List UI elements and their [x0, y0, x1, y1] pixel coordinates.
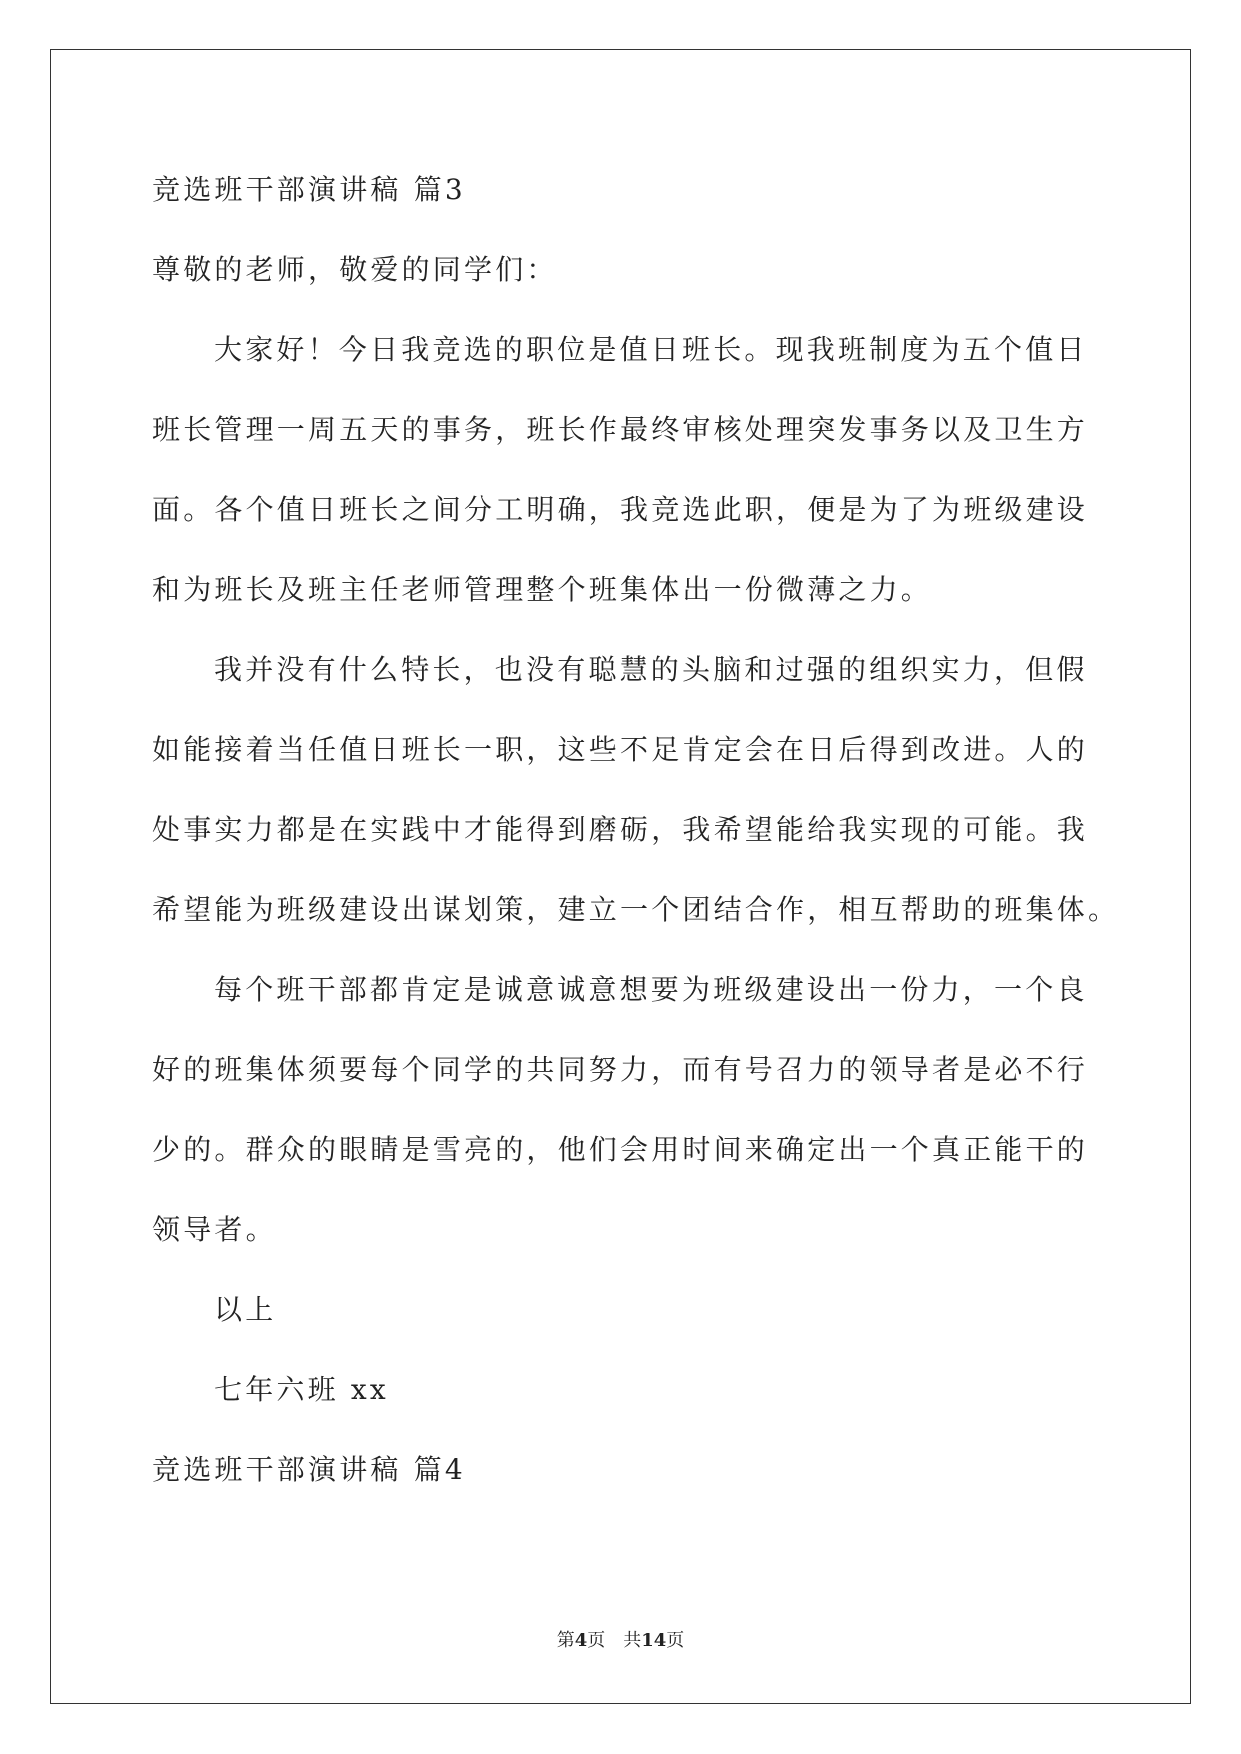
paragraph-line: 面。各个值日班长之间分工明确，我竞选此职，便是为了为班级建设	[152, 493, 1089, 526]
paragraph-line: 班长管理一周五天的事务，班长作最终审核处理突发事务以及卫生方	[152, 413, 1089, 446]
paragraph-line: 少的。群众的眼睛是雪亮的，他们会用时间来确定出一个真正能干的	[152, 1133, 1089, 1166]
footer-total-pages: 14	[641, 1630, 667, 1651]
signature-line: 七年六班 xx	[214, 1373, 389, 1406]
salutation: 尊敬的老师，敬爱的同学们：	[152, 253, 558, 286]
section-heading-3: 竞选班干部演讲稿 篇3	[152, 173, 466, 206]
closing-line: 以上	[214, 1293, 277, 1326]
section-heading-4: 竞选班干部演讲稿 篇4	[152, 1453, 466, 1486]
footer-page-suffix: 页	[587, 1630, 606, 1651]
paragraph-line: 好的班集体须要每个同学的共同努力，而有号召力的领导者是必不行	[152, 1053, 1089, 1086]
paragraph-line: 我并没有什么特长，也没有聪慧的头脑和过强的组织实力，但假	[214, 653, 1088, 686]
paragraph-line: 领导者。	[152, 1213, 277, 1246]
paragraph-line: 如能接着当任值日班长一职，这些不足肯定会在日后得到改进。人的	[152, 733, 1089, 766]
page-footer	[0, 1626, 1241, 1652]
paragraph-line: 每个班干部都肯定是诚意诚意想要为班级建设出一份力，一个良	[214, 973, 1088, 1006]
paragraph-line: 希望能为班级建设出谋划策，建立一个团结合作，相互帮助的班集体。	[152, 893, 1120, 926]
footer-total-suffix: 页	[666, 1630, 685, 1651]
paragraph-line: 和为班长及班主任老师管理整个班集体出一份微薄之力。	[152, 573, 933, 606]
footer-page-number: 4	[574, 1630, 588, 1651]
footer-total-prefix: 共	[623, 1630, 642, 1651]
paragraph-line: 处事实力都是在实践中才能得到磨砺，我希望能给我实现的可能。我	[152, 813, 1089, 846]
footer-page-prefix: 第	[556, 1630, 575, 1651]
paragraph-line: 大家好！今日我竞选的职位是值日班长。现我班制度为五个值日	[214, 333, 1088, 366]
